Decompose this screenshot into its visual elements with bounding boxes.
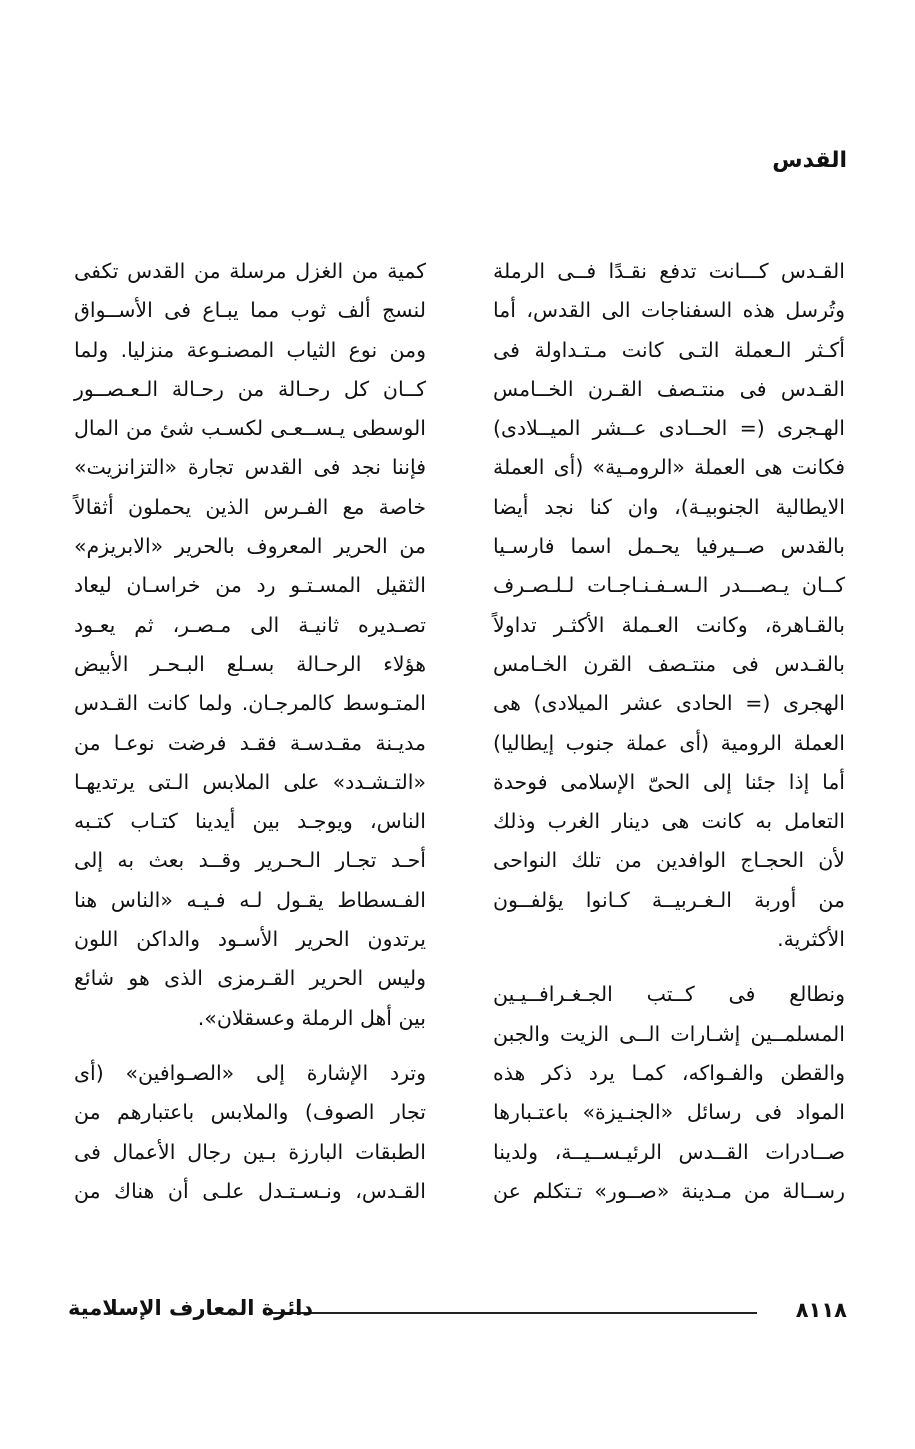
text-line: ومن نوع الثياب المصنـوعة منزليا. ولما [74,337,426,362]
paragraph [493,975,845,1211]
left-column [74,252,426,1211]
text-line: «التـشـدد» على الملابس الـتى يرتديهـا [74,769,426,794]
text-line: فإننا نجد فى القدس تجارة «التزانزيت» [74,455,426,480]
text-line: الثقيل المسـتـو رد من خراسـان ليعاد [74,573,426,598]
paragraph-gap [74,1038,426,1054]
text-line: ونطالع فى كــتب الجـغـرافــيـين [493,982,845,1007]
text-line: المسلمــين إشـارات الــى الزيت والجبن [493,1021,845,1046]
text-line: وليس الحرير القـرمزى الذى هو شائع [74,966,426,991]
text-line: مديـنة مقـدسـة فقـد فرضت نوعـا من [74,730,426,755]
text-line: المتـوسط كالمرجـان. ولما كانت القـدس [74,691,426,716]
page-footer [68,1296,847,1326]
text-line: أكـثر الـعملة التـى كانت مـتـداولة فى [493,337,845,362]
text-line: القـدس فى منتـصف القـرن الخــامس [493,376,845,401]
text-line: كــان كل رحـالة من رحـالة الـعـصــور [74,376,426,401]
text-line: والقطن والفـواكه، كمـا يرد ذكر هذه [493,1060,845,1085]
text-line: لنسج ألف ثوب مما يبـاع فى الأســواق [74,298,426,323]
text-line: القـدس، ونـسـتـدل علـى أن هناك من [74,1178,426,1203]
text-line: الايطالية الجنوبيـة)، وان كنا نجد أيضا [493,494,845,519]
text-line: من أوربة الـغـربيــة كـانوا يؤلفــون [493,887,845,912]
text-line: من الحرير المعروف بالحرير «الابريزم» [74,534,426,559]
right-column [493,252,845,1211]
text-line: فكانت هى العملة «الرومـية» (أى العملة [493,455,845,480]
text-line: الوسطى يـســعـى لكسـب شئ من المال [74,416,426,441]
text-line: صــادرات القــدس الرئيـســيــة، ولدينا [493,1139,845,1164]
text-line: الفـسطاط يقـول لـه فـيـه «الناس هنا [74,887,426,912]
text-line: لأن الحجـاج الوافدين من تلك النواحى [493,848,845,873]
text-line: العملة الرومية (أى عملة جنوب إيطاليا) [493,730,845,755]
text-line: يرتدون الحرير الأسـود والداكن اللون [74,927,426,952]
text-line: وترد الإشارة إلى «الصـوافين» (أى [74,1060,426,1085]
footer-rule [268,1312,757,1314]
text-line: بين أهل الرملة وعسقلان». [197,1005,426,1030]
text-line: كمية من الغزل مرسلة من القدس تكفى [74,259,426,283]
text-line: أما إذا جئنا إلى الحىّ الإسلامى فوحدة [493,769,845,794]
page-number: ٨١١٨ [795,1298,847,1322]
text-line: تجار الصوف) والملابس باعتبارهم من [74,1100,426,1125]
text-line: هؤلاء الرحـالة بسـلع البـحـر الأبيض [74,651,426,676]
text-line: التعامل به كانت هى دينار الغرب وذلك [493,809,845,834]
text-line: تصـديره ثانيـة الى مـصـر، ثم يعـود [74,612,426,637]
series-title: دائرة المعارف الإسلامية [68,1296,314,1320]
text-line: الناس، ويوجـد بين أيدينا كتـاب كتـبه [74,809,426,834]
text-line: الهجرى (= الحادى عشر الميلادى) هى [493,691,845,716]
text-line: خاصة مع الفـرس الذين يحملون أثقالاً [74,494,426,519]
running-title: القدس [772,148,847,173]
text-line: الطبقات البارزة بـين رجال الأعمال فى [74,1139,426,1164]
text-line: القـدس كـــانت تدفع نقـدًا فــى الرملة [493,259,845,283]
text-line: المواد فى رسائل «الجنـيزة» باعتـبارها [493,1100,845,1125]
text-line: بالقـدس فى منتـصف القرن الخـامس [493,651,845,676]
text-line: بالقدس صــيرفيا يحـمل اسما فارسـيا [493,534,845,559]
text-line: رســالة من مـدينة «صــور» تـتكلم عن [493,1178,845,1203]
text-line: وتُرسل هذه السفناجات الى القدس، أما [493,298,845,323]
paragraph-gap [493,959,845,975]
paragraph [493,252,845,959]
text-line: كــان يـصـــدر الـسـفـنـاجـات لـلـصـرف [493,573,845,598]
paragraph [74,1054,426,1211]
text-line: بالقـاهرة، وكانت العـملة الأكثـر تداولاً [493,612,845,637]
text-line: أحـد تجـار الـحـرير وقــد بعث به إلى [74,848,426,873]
text-line: الأكثرية. [777,927,845,952]
text-line: الهـجرى (= الحــادى عــشر الميــلادى) [493,416,845,441]
paragraph [74,252,426,1038]
